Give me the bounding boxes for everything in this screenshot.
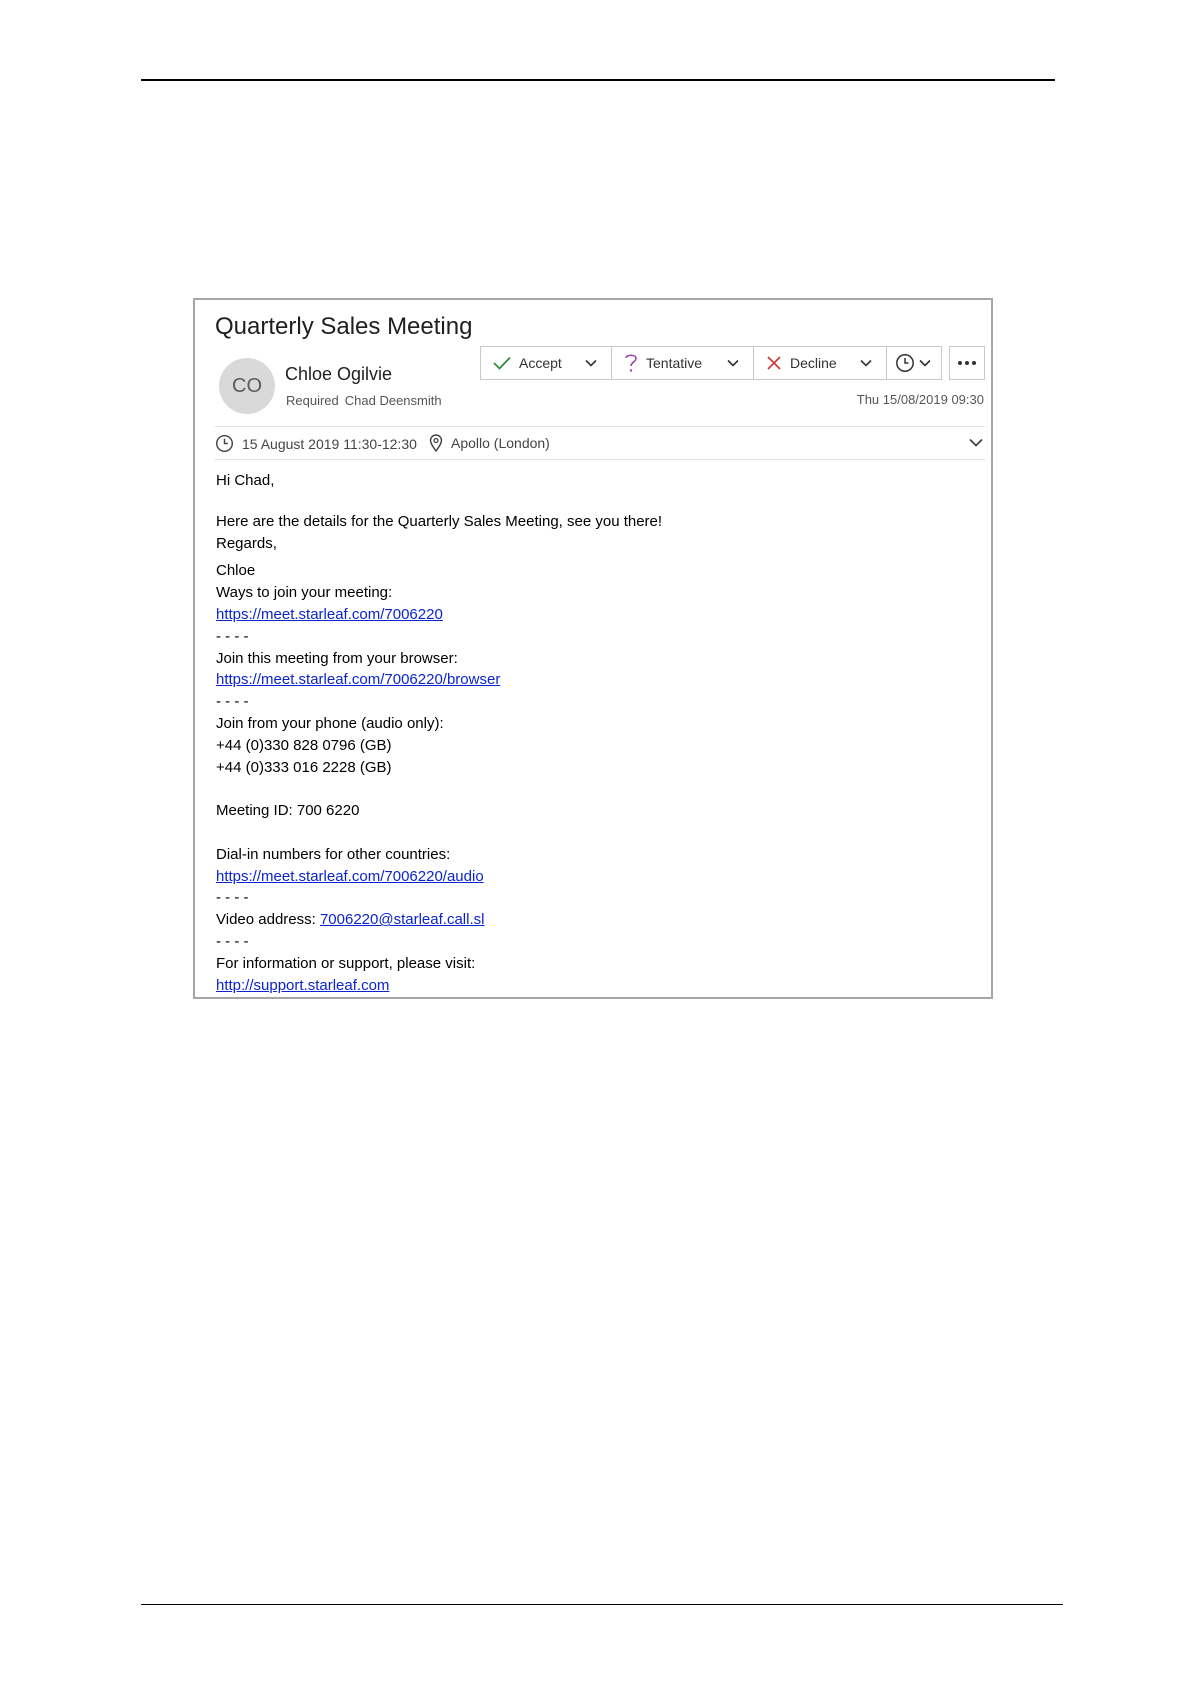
clock-icon <box>215 434 234 453</box>
regards: Regards, <box>216 534 277 552</box>
separator: - - - - <box>216 693 249 711</box>
ellipsis-icon <box>957 360 977 366</box>
organizer-name[interactable]: Chloe Ogilvie <box>285 364 393 384</box>
chevron-down-icon[interactable] <box>919 359 931 367</box>
video-address-line <box>216 909 976 931</box>
dialin-label: Dial-in numbers for other countries: <box>216 845 451 863</box>
more-options-button[interactable] <box>949 346 985 380</box>
footer-rule <box>141 1604 1063 1605</box>
meeting-subject: Quarterly Sales Meeting <box>215 313 473 340</box>
x-icon <box>766 355 782 371</box>
meeting-id: Meeting ID: 700 6220 <box>216 802 360 820</box>
chevron-down-icon[interactable] <box>969 438 983 447</box>
meeting-time <box>215 434 417 453</box>
audio-link[interactable]: https://meet.starleaf.com/7006220/audio <box>216 867 484 885</box>
response-toolbar <box>480 346 942 380</box>
support-label: For information or support, please visit: <box>216 954 476 972</box>
video-address-label: Video address: <box>216 911 320 929</box>
clock-icon <box>895 353 915 373</box>
meeting-invite-window <box>193 298 993 999</box>
attendees-line <box>286 393 442 408</box>
reminder-button[interactable] <box>887 347 941 379</box>
intro-text: Here are the details for the Quarterly Sales Meeting, see you there! <box>216 512 663 530</box>
separator: - - - - <box>216 889 249 907</box>
meeting-location-text: Apollo (London) <box>451 435 550 451</box>
chevron-down-icon[interactable] <box>585 359 597 367</box>
separator: - - - - <box>216 627 249 645</box>
tentative-label: Tentative <box>646 355 703 371</box>
phone-join-label: Join from your phone (audio only): <box>216 714 444 732</box>
greeting: Hi Chad, <box>216 472 275 489</box>
meeting-details-bar <box>215 426 985 460</box>
required-label: Required <box>286 393 339 408</box>
sent-timestamp: Thu 15/08/2019 09:30 <box>856 392 984 407</box>
chevron-down-icon[interactable] <box>727 359 739 367</box>
map-pin-icon <box>429 434 443 452</box>
signoff: Chloe <box>216 562 256 580</box>
browser-link[interactable]: https://meet.starleaf.com/7006220/browser <box>216 671 501 689</box>
accept-button[interactable] <box>481 347 612 379</box>
decline-label: Decline <box>790 355 837 371</box>
chevron-down-icon[interactable] <box>860 359 872 367</box>
attendee-name[interactable]: Chad Deensmith <box>344 393 442 408</box>
separator: - - - - <box>216 932 249 950</box>
message-body <box>216 470 976 996</box>
support-link[interactable]: http://support.starleaf.com <box>216 976 390 994</box>
checkmark-icon <box>493 356 511 370</box>
phone-number: +44 (0)330 828 0796 (GB) <box>216 736 392 754</box>
meeting-time-text: 15 August 2019 11:30-12:30 <box>242 435 417 452</box>
phone-number: +44 (0)333 016 2228 (GB) <box>216 758 392 776</box>
video-address-link[interactable]: 7006220@starleaf.call.sl <box>319 911 485 929</box>
ways-to-join: Ways to join your meeting: <box>216 584 393 602</box>
meeting-link[interactable]: https://meet.starleaf.com/7006220 <box>216 605 443 623</box>
meeting-location[interactable] <box>429 434 550 452</box>
decline-button[interactable] <box>754 347 887 379</box>
organizer-avatar[interactable]: CO <box>219 358 275 414</box>
browser-join-label: Join this meeting from your browser: <box>216 649 458 667</box>
header-rule <box>141 79 1055 81</box>
question-icon <box>624 353 638 373</box>
accept-label: Accept <box>519 355 562 371</box>
tentative-button[interactable] <box>612 347 754 379</box>
